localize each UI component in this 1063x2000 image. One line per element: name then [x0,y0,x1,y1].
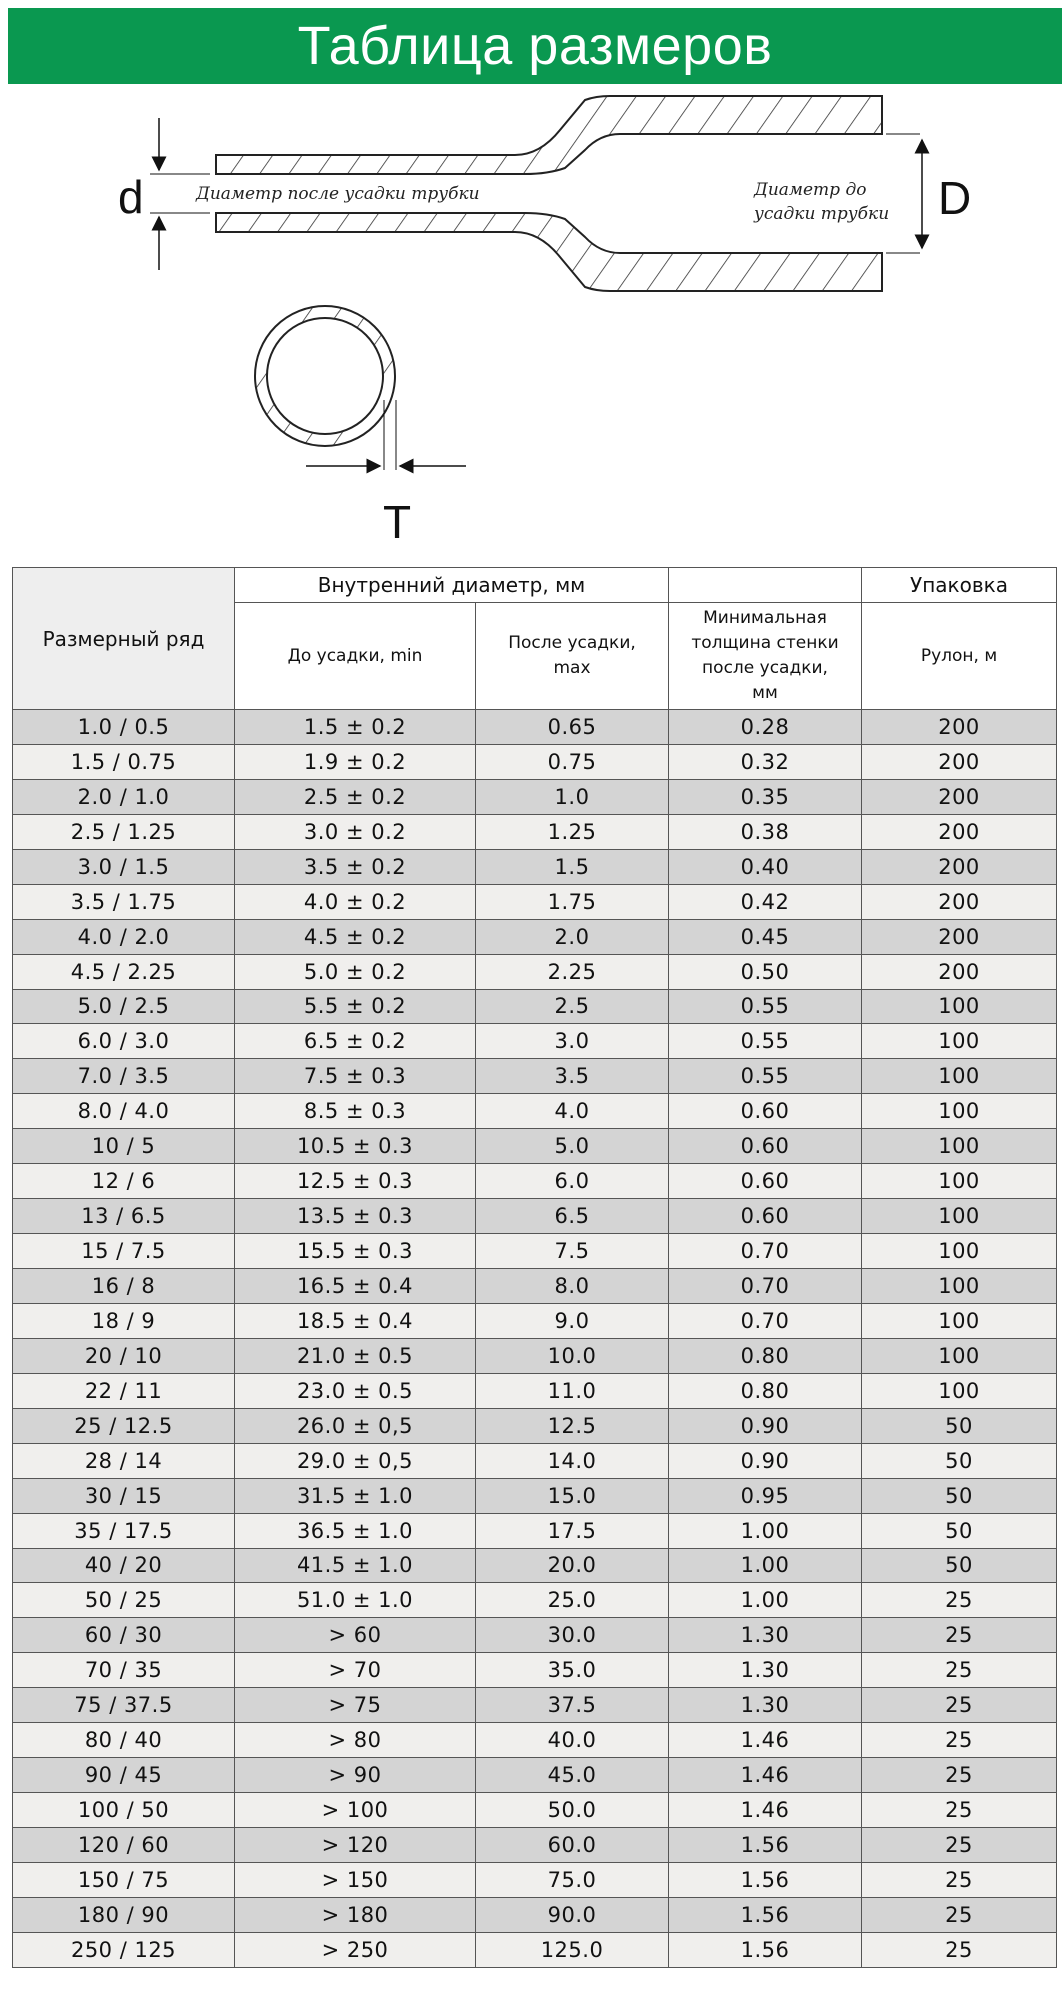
before-shrink-cell: 1.5 ± 0.2 [235,710,476,745]
after-shrink-cell: 0.75 [476,744,669,779]
before-shrink-cell: > 90 [235,1758,476,1793]
label-before-shrink-2: усадки трубки [754,204,890,224]
after-shrink-cell: 60.0 [476,1828,669,1863]
table-row [13,1024,1057,1059]
size-range-cell: 6.0 / 3.0 [13,1024,235,1059]
size-range-cell: 25 / 12.5 [13,1408,235,1443]
size-range-cell: 13 / 6.5 [13,1199,235,1234]
roll-length-cell: 200 [862,744,1057,779]
before-shrink-cell: 26.0 ± 0,5 [235,1408,476,1443]
table-row [13,1164,1057,1199]
table-row [13,779,1057,814]
after-shrink-cell: 1.5 [476,849,669,884]
size-range-cell: 250 / 125 [13,1932,235,1967]
roll-length-cell: 50 [862,1513,1057,1548]
table-row [13,1478,1057,1513]
label-D: D [938,172,972,224]
roll-length-cell: 25 [862,1653,1057,1688]
label-after-shrink: Диаметр после усадки трубки [196,184,480,204]
table-row [13,1583,1057,1618]
table-row [13,1548,1057,1583]
size-range-cell: 7.0 / 3.5 [13,1059,235,1094]
size-range-cell: 5.0 / 2.5 [13,989,235,1024]
wall-thickness-cell: 0.32 [669,744,862,779]
roll-length-cell: 200 [862,779,1057,814]
header-size-range: Размерный ряд [13,568,235,710]
roll-length-cell: 25 [862,1618,1057,1653]
table-row [13,1269,1057,1304]
roll-length-cell: 100 [862,1373,1057,1408]
before-shrink-cell: > 70 [235,1653,476,1688]
roll-length-cell: 200 [862,710,1057,745]
size-range-cell: 80 / 40 [13,1723,235,1758]
table-row [13,1932,1057,1967]
size-range-cell: 3.0 / 1.5 [13,849,235,884]
after-shrink-cell: 37.5 [476,1688,669,1723]
tube-lower-wall [216,213,882,291]
size-table [12,567,1057,1968]
before-shrink-cell: > 80 [235,1723,476,1758]
roll-length-cell: 25 [862,1862,1057,1897]
before-shrink-cell: 13.5 ± 0.3 [235,1199,476,1234]
size-range-cell: 120 / 60 [13,1828,235,1863]
roll-length-cell: 25 [862,1583,1057,1618]
before-shrink-cell: > 120 [235,1828,476,1863]
after-shrink-cell: 3.0 [476,1024,669,1059]
wall-thickness-cell: 0.80 [669,1338,862,1373]
table-row [13,919,1057,954]
after-shrink-cell: 1.25 [476,814,669,849]
wall-thickness-cell: 0.60 [669,1164,862,1199]
roll-length-cell: 100 [862,1024,1057,1059]
wall-thickness-cell: 0.80 [669,1373,862,1408]
roll-length-cell: 100 [862,1303,1057,1338]
wall-thickness-cell: 1.46 [669,1723,862,1758]
size-range-cell: 12 / 6 [13,1164,235,1199]
roll-length-cell: 50 [862,1478,1057,1513]
wall-thickness-cell: 0.42 [669,884,862,919]
roll-length-cell: 50 [862,1408,1057,1443]
after-shrink-cell: 11.0 [476,1373,669,1408]
size-range-cell: 1.5 / 0.75 [13,744,235,779]
header-roll-length: Рулон, м [862,603,1057,710]
after-shrink-cell: 7.5 [476,1234,669,1269]
table-row [13,884,1057,919]
size-range-cell: 90 / 45 [13,1758,235,1793]
before-shrink-cell: 3.5 ± 0.2 [235,849,476,884]
wall-thickness-cell: 0.50 [669,954,862,989]
wall-thickness-cell: 0.90 [669,1408,862,1443]
table-row [13,1408,1057,1443]
before-shrink-cell: 6.5 ± 0.2 [235,1024,476,1059]
table-body [13,710,1057,1968]
before-shrink-cell: 31.5 ± 1.0 [235,1478,476,1513]
roll-length-cell: 200 [862,814,1057,849]
size-range-cell: 20 / 10 [13,1338,235,1373]
after-shrink-cell: 40.0 [476,1723,669,1758]
roll-length-cell: 100 [862,1164,1057,1199]
table-row [13,1653,1057,1688]
wall-thickness-cell: 0.70 [669,1269,862,1304]
size-range-cell: 40 / 20 [13,1548,235,1583]
table-row [13,849,1057,884]
after-shrink-cell: 1.75 [476,884,669,919]
roll-length-cell: 25 [862,1688,1057,1723]
roll-length-cell: 100 [862,1269,1057,1304]
before-shrink-cell: 51.0 ± 1.0 [235,1583,476,1618]
roll-length-cell: 100 [862,989,1057,1024]
after-shrink-cell: 3.5 [476,1059,669,1094]
before-shrink-cell: 7.5 ± 0.3 [235,1059,476,1094]
roll-length-cell: 200 [862,919,1057,954]
table-row [13,1793,1057,1828]
wall-thickness-cell: 1.30 [669,1618,862,1653]
after-shrink-cell: 15.0 [476,1478,669,1513]
size-range-cell: 30 / 15 [13,1478,235,1513]
roll-length-cell: 200 [862,954,1057,989]
before-shrink-cell: 36.5 ± 1.0 [235,1513,476,1548]
table-row [13,1618,1057,1653]
wall-thickness-cell: 0.60 [669,1199,862,1234]
table-row [13,1199,1057,1234]
after-shrink-cell: 75.0 [476,1862,669,1897]
roll-length-cell: 50 [862,1548,1057,1583]
wall-thickness-cell: 1.00 [669,1548,862,1583]
wall-thickness-cell: 0.40 [669,849,862,884]
roll-length-cell: 25 [862,1828,1057,1863]
table-row [13,1094,1057,1129]
size-range-cell: 150 / 75 [13,1862,235,1897]
after-shrink-cell: 125.0 [476,1932,669,1967]
wall-thickness-cell: 1.56 [669,1862,862,1897]
roll-length-cell: 25 [862,1723,1057,1758]
size-range-cell: 8.0 / 4.0 [13,1094,235,1129]
size-range-cell: 18 / 9 [13,1303,235,1338]
table-row [13,1373,1057,1408]
table-row [13,1234,1057,1269]
after-shrink-cell: 50.0 [476,1793,669,1828]
table-row [13,954,1057,989]
wall-thickness-cell: 0.60 [669,1094,862,1129]
size-range-cell: 60 / 30 [13,1618,235,1653]
after-shrink-cell: 8.0 [476,1269,669,1304]
size-range-cell: 2.0 / 1.0 [13,779,235,814]
size-range-cell: 50 / 25 [13,1583,235,1618]
wall-thickness-cell: 0.95 [669,1478,862,1513]
after-shrink-cell: 12.5 [476,1408,669,1443]
wall-thickness-cell: 0.70 [669,1234,862,1269]
table-row [13,710,1057,745]
wall-thickness-cell: 0.45 [669,919,862,954]
size-range-cell: 15 / 7.5 [13,1234,235,1269]
wall-thickness-cell: 0.60 [669,1129,862,1164]
after-shrink-cell: 20.0 [476,1548,669,1583]
after-shrink-cell: 2.25 [476,954,669,989]
roll-length-cell: 100 [862,1199,1057,1234]
before-shrink-cell: 12.5 ± 0.3 [235,1164,476,1199]
roll-length-cell: 200 [862,849,1057,884]
after-shrink-cell: 45.0 [476,1758,669,1793]
before-shrink-cell: > 250 [235,1932,476,1967]
size-range-cell: 100 / 50 [13,1793,235,1828]
label-d: d [118,171,144,223]
header-inner-diameter: Внутренний диаметр, мм [235,568,669,603]
before-shrink-cell: 4.5 ± 0.2 [235,919,476,954]
header-after-shrink: После усадки, max [476,603,669,710]
roll-length-cell: 100 [862,1094,1057,1129]
size-range-cell: 180 / 90 [13,1897,235,1932]
roll-length-cell: 200 [862,884,1057,919]
wall-thickness-cell: 1.30 [669,1688,862,1723]
wall-thickness-cell: 1.30 [669,1653,862,1688]
wall-thickness-cell: 0.55 [669,1024,862,1059]
after-shrink-cell: 25.0 [476,1583,669,1618]
after-shrink-cell: 9.0 [476,1303,669,1338]
wall-thickness-cell: 1.56 [669,1897,862,1932]
table-row [13,1338,1057,1373]
wall-thickness-cell: 1.00 [669,1513,862,1548]
wall-thickness-cell: 1.46 [669,1793,862,1828]
after-shrink-cell: 1.0 [476,779,669,814]
header-before-shrink: До усадки, min [235,603,476,710]
title-banner [8,8,1062,84]
table-row [13,1688,1057,1723]
table-row [13,1828,1057,1863]
before-shrink-cell: 15.5 ± 0.3 [235,1234,476,1269]
roll-length-cell: 25 [862,1758,1057,1793]
table-row [13,1897,1057,1932]
before-shrink-cell: > 180 [235,1897,476,1932]
roll-length-cell: 25 [862,1932,1057,1967]
before-shrink-cell: 21.0 ± 0.5 [235,1338,476,1373]
table-row [13,744,1057,779]
header-blank [669,568,862,603]
wall-thickness-cell: 1.00 [669,1583,862,1618]
wall-thickness-cell: 0.28 [669,710,862,745]
roll-length-cell: 100 [862,1338,1057,1373]
wall-thickness-cell: 0.38 [669,814,862,849]
table-row [13,814,1057,849]
after-shrink-cell: 2.0 [476,919,669,954]
after-shrink-cell: 5.0 [476,1129,669,1164]
before-shrink-cell: 5.5 ± 0.2 [235,989,476,1024]
after-shrink-cell: 0.65 [476,710,669,745]
table-row [13,1059,1057,1094]
roll-length-cell: 25 [862,1793,1057,1828]
size-range-cell: 4.5 / 2.25 [13,954,235,989]
before-shrink-cell: 1.9 ± 0.2 [235,744,476,779]
label-before-shrink-1: Диаметр до [754,180,867,200]
after-shrink-cell: 4.0 [476,1094,669,1129]
before-shrink-cell: 16.5 ± 0.4 [235,1269,476,1304]
before-shrink-cell: 18.5 ± 0.4 [235,1303,476,1338]
roll-length-cell: 100 [862,1129,1057,1164]
before-shrink-cell: 3.0 ± 0.2 [235,814,476,849]
header-packaging: Упаковка [862,568,1057,603]
before-shrink-cell: 41.5 ± 1.0 [235,1548,476,1583]
after-shrink-cell: 35.0 [476,1653,669,1688]
before-shrink-cell: 8.5 ± 0.3 [235,1094,476,1129]
table-row [13,1303,1057,1338]
after-shrink-cell: 90.0 [476,1897,669,1932]
table-row [13,989,1057,1024]
after-shrink-cell: 14.0 [476,1443,669,1478]
before-shrink-cell: > 100 [235,1793,476,1828]
after-shrink-cell: 6.5 [476,1199,669,1234]
table-row [13,1443,1057,1478]
size-range-cell: 4.0 / 2.0 [13,919,235,954]
roll-length-cell: 100 [862,1234,1057,1269]
before-shrink-cell: > 60 [235,1618,476,1653]
label-T: T [383,496,412,548]
size-range-cell: 3.5 / 1.75 [13,884,235,919]
table-row [13,1723,1057,1758]
wall-thickness-cell: 1.46 [669,1758,862,1793]
size-range-cell: 22 / 11 [13,1373,235,1408]
size-range-cell: 75 / 37.5 [13,1688,235,1723]
wall-thickness-cell: 0.70 [669,1303,862,1338]
before-shrink-cell: 4.0 ± 0.2 [235,884,476,919]
before-shrink-cell: > 150 [235,1862,476,1897]
page-title: Таблица размеров [297,16,773,76]
table-row [13,1758,1057,1793]
tube-upper-wall [216,96,882,174]
before-shrink-cell: 10.5 ± 0.3 [235,1129,476,1164]
wall-thickness-cell: 0.90 [669,1443,862,1478]
wall-thickness-cell: 1.56 [669,1828,862,1863]
before-shrink-cell: 23.0 ± 0.5 [235,1373,476,1408]
after-shrink-cell: 17.5 [476,1513,669,1548]
after-shrink-cell: 30.0 [476,1618,669,1653]
before-shrink-cell: 5.0 ± 0.2 [235,954,476,989]
wall-thickness-cell: 1.56 [669,1932,862,1967]
roll-length-cell: 50 [862,1443,1057,1478]
tube-diagram [0,90,1063,560]
size-range-cell: 10 / 5 [13,1129,235,1164]
size-range-cell: 2.5 / 1.25 [13,814,235,849]
after-shrink-cell: 10.0 [476,1338,669,1373]
after-shrink-cell: 6.0 [476,1164,669,1199]
size-range-cell: 16 / 8 [13,1269,235,1304]
table-row [13,1513,1057,1548]
roll-length-cell: 25 [862,1897,1057,1932]
size-range-cell: 28 / 14 [13,1443,235,1478]
header-wall-thickness: Минимальная толщина стенки после усадки, мм [669,603,862,710]
size-range-cell: 70 / 35 [13,1653,235,1688]
table-row [13,1862,1057,1897]
table-row [13,1129,1057,1164]
roll-length-cell: 100 [862,1059,1057,1094]
size-range-cell: 35 / 17.5 [13,1513,235,1548]
before-shrink-cell: > 75 [235,1688,476,1723]
before-shrink-cell: 29.0 ± 0,5 [235,1443,476,1478]
wall-thickness-cell: 0.55 [669,989,862,1024]
size-range-cell: 1.0 / 0.5 [13,710,235,745]
after-shrink-cell: 2.5 [476,989,669,1024]
wall-thickness-cell: 0.35 [669,779,862,814]
wall-thickness-cell: 0.55 [669,1059,862,1094]
before-shrink-cell: 2.5 ± 0.2 [235,779,476,814]
